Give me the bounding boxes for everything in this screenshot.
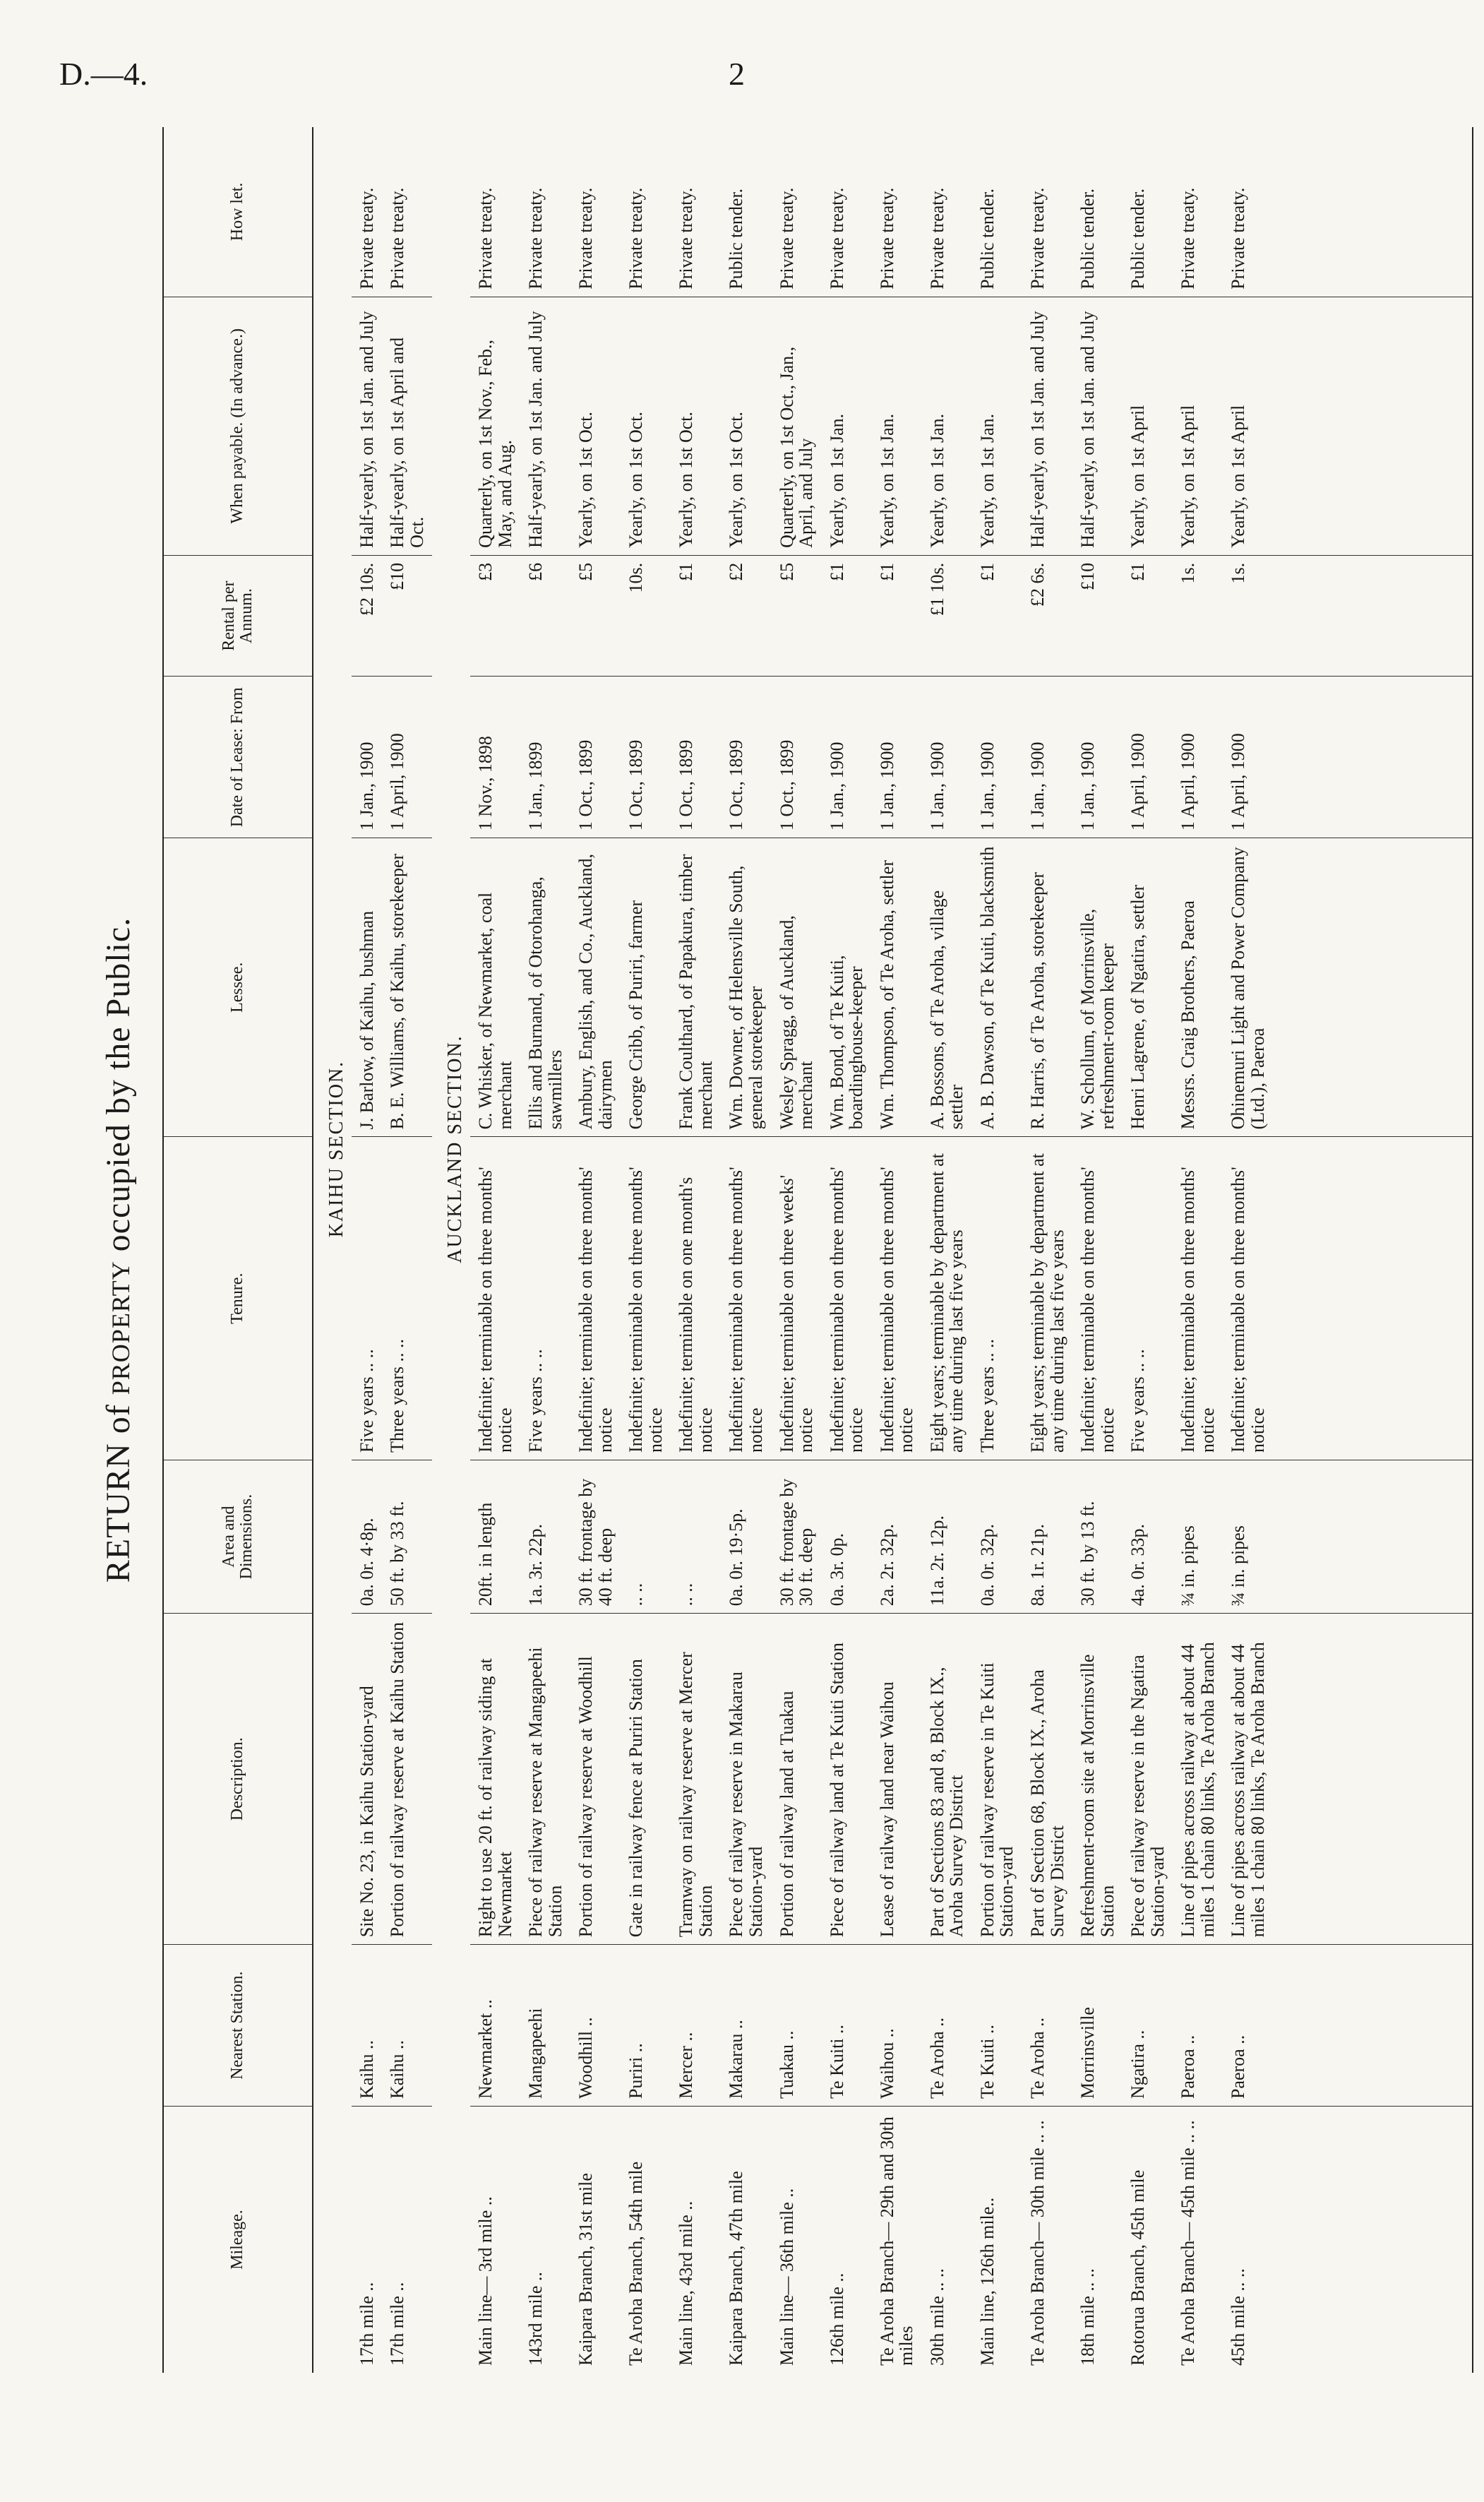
station-cell: Morrinsville (1072, 1945, 1123, 2107)
payable-cell: Yearly, on 1st April (1173, 297, 1223, 555)
date-cell: 1 Oct., 1899 (721, 677, 771, 838)
rental-cell: £2 10s. (352, 555, 383, 677)
table-row (621, 127, 671, 2373)
table-body (313, 127, 1473, 2373)
tenure-cell: Five years .. .. (1123, 1137, 1173, 1460)
lessee-cell: Ambury, English, and Co., Auckland, dairymen (570, 838, 621, 1137)
section-spacer-cell (432, 1460, 470, 1613)
mileage-cell: Main line, 43rd mile .. (676, 2200, 697, 2366)
payable-cell: Yearly, on 1st Oct. (671, 297, 721, 555)
rental-cell: £1 (671, 555, 721, 677)
rental-cell: £2 6s. (1022, 555, 1072, 677)
area-cell: .. .. (671, 1460, 721, 1613)
tenure-cell: Eight years; terminable by department at any time during last five years (922, 1137, 972, 1460)
section-spacer-cell (313, 2107, 352, 2373)
payable-cell: Yearly, on 1st Jan. (872, 297, 922, 555)
tenure-cell: Five years .. .. (520, 1137, 570, 1460)
table-row (671, 127, 721, 2373)
rental-cell: 1s. (1223, 555, 1473, 677)
property-return-table (162, 127, 1473, 2373)
lessee-cell: Ellis and Burnand, of Otorohanga, sawmillers (520, 838, 570, 1137)
tenure-cell: Eight years; terminable by department at any time during last five years (1022, 1137, 1072, 1460)
how-let-cell: Private treaty. (621, 127, 671, 297)
section-spacer-cell (432, 127, 470, 297)
rotated-return-table-page (71, 127, 1363, 2373)
payable-cell: Yearly, on 1st April (1223, 297, 1473, 555)
payable-cell: Yearly, on 1st Jan. (822, 297, 872, 555)
header-nearest-station: Nearest Station. (163, 1945, 313, 2107)
rental-cell: £1 (822, 555, 872, 677)
date-cell: 1 Oct., 1899 (671, 677, 721, 838)
section-spacer-cell (313, 1945, 352, 2107)
description-cell: Portion of railway land at Tuakau (772, 1614, 822, 1945)
mileage-cell: Kaipara Branch, 47th mile (726, 2171, 747, 2366)
section-spacer-cell (432, 1945, 470, 2107)
how-let-cell: Private treaty. (382, 127, 432, 297)
page-reference: D.—4. (59, 56, 148, 92)
table-header-row (163, 127, 313, 2373)
station-cell: Mangapeehi (520, 1945, 570, 2107)
section-spacer-cell (313, 1614, 352, 1945)
area-cell: 8a. 1r. 21p. (1022, 1460, 1072, 1613)
area-cell: .. .. (621, 1460, 671, 1613)
tenure-cell: Indefinite; terminable on three months' notice (470, 1137, 520, 1460)
area-cell: 30 ft. frontage by 40 ft. deep (570, 1460, 621, 1613)
rental-cell: £1 (872, 555, 922, 677)
table-row (570, 127, 621, 2373)
description-cell: Piece of railway reserve in Makarau Station-yard (721, 1614, 771, 1945)
lessee-cell: Wm. Downer, of Helensville South, general storekeeper (721, 838, 771, 1137)
header-description: Description. (163, 1614, 313, 1945)
mileage-cell: Te Aroha Branch— 45th mile .. .. (1178, 2120, 1199, 2366)
date-cell: 1 Nov., 1898 (470, 677, 520, 838)
rental-cell: £10 (382, 555, 432, 677)
mileage-cell: 18th mile .. .. (1077, 2268, 1099, 2366)
station-cell: Makarau .. (721, 1945, 771, 2107)
title-small-caps: PROPERTY (107, 1261, 135, 1395)
date-cell: 1 Jan., 1900 (922, 677, 972, 838)
date-cell: 1 Oct., 1899 (570, 677, 621, 838)
station-cell: Puriri .. (621, 1945, 671, 2107)
table-row (520, 127, 570, 2373)
payable-cell: Yearly, on 1st April (1123, 297, 1173, 555)
document-title (99, 127, 138, 2373)
how-let-cell: Public tender. (972, 127, 1022, 297)
section-title: AUCKLAND SECTION. (444, 1035, 467, 1263)
lessee-cell: Wm. Thompson, of Te Aroha, settler (872, 838, 922, 1137)
table-row (382, 127, 432, 2373)
page-number: 2 (729, 56, 745, 92)
date-cell: 1 Jan., 1900 (352, 677, 383, 838)
date-cell: 1 Jan., 1900 (1022, 677, 1072, 838)
header-tenure: Tenure. (163, 1137, 313, 1460)
date-cell: 1 Jan., 1900 (872, 677, 922, 838)
tenure-cell: Indefinite; terminable on three months' notice (822, 1137, 872, 1460)
mileage-cell: 17th mile .. (387, 2282, 408, 2366)
lessee-cell: Messrs. Craig Brothers, Paeroa (1173, 838, 1223, 1137)
rental-cell: £2 (721, 555, 771, 677)
section-spacer-cell (313, 677, 352, 838)
mileage-cell: Kaipara Branch, 31st mile (575, 2173, 597, 2366)
payable-cell: Quarterly, on 1st Nov., Feb., May, and Aug. (470, 297, 520, 555)
description-cell: Gate in railway fence at Puriri Station (621, 1614, 671, 1945)
table-row (1223, 127, 1473, 2373)
header-lessee: Lessee. (163, 838, 313, 1137)
payable-cell: Yearly, on 1st Jan. (922, 297, 972, 555)
area-cell: 30 ft. by 13 ft. (1072, 1460, 1123, 1613)
station-cell: Paeroa .. (1223, 1945, 1473, 2107)
date-cell: 1 April, 1900 (1223, 677, 1473, 838)
area-cell: 20ft. in length (470, 1460, 520, 1613)
date-cell: 1 Jan., 1900 (822, 677, 872, 838)
table-row (721, 127, 771, 2373)
station-cell: Te Kuiti .. (822, 1945, 872, 2107)
mileage-cell: Te Aroha Branch, 54th mile (626, 2161, 647, 2366)
tenure-cell: Indefinite; terminable on one month's notice (671, 1137, 721, 1460)
date-cell: 1 April, 1900 (1173, 677, 1223, 838)
section-heading-row (432, 127, 470, 2373)
how-let-cell: Private treaty. (922, 127, 972, 297)
mileage-cell: 143rd mile .. (525, 2272, 546, 2366)
mileage-cell: Te Aroha Branch— 29th and 30th miles (876, 2116, 917, 2366)
how-let-cell: Public tender. (721, 127, 771, 297)
tenure-cell: Indefinite; terminable on three months' notice (872, 1137, 922, 1460)
how-let-cell: Private treaty. (772, 127, 822, 297)
table-row (972, 127, 1022, 2373)
tenure-cell: Indefinite; terminable on three months' notice (721, 1137, 771, 1460)
mileage-cell: Main line— 36th mile .. (776, 2188, 797, 2366)
area-cell: 0a. 0r. 19·5p. (721, 1460, 771, 1613)
area-cell: 2a. 2r. 32p. (872, 1460, 922, 1613)
area-cell: 0a. 3r. 0p. (822, 1460, 872, 1613)
section-spacer-cell (432, 297, 470, 555)
station-cell: Te Aroha .. (1022, 1945, 1072, 2107)
description-cell: Right to use 20 ft. of railway siding at Newmarket (470, 1614, 520, 1945)
lessee-cell: A. Bossons, of Te Aroha, village settler (922, 838, 972, 1137)
mileage-cell: 30th mile .. .. (926, 2268, 947, 2366)
area-cell: 30 ft. frontage by 30 ft. deep (772, 1460, 822, 1613)
section-title: KAIHU SECTION. (325, 1060, 347, 1238)
table-row (822, 127, 872, 2373)
section-spacer-cell (313, 1460, 352, 1613)
section-heading-row (313, 127, 352, 2373)
how-let-cell: Private treaty. (470, 127, 520, 297)
table-row (872, 127, 922, 2373)
mileage-cell: Main line, 126th mile.. (976, 2197, 998, 2366)
payable-cell: Half-yearly, on 1st Jan. and July (352, 297, 383, 555)
tenure-cell: Three years .. .. (382, 1137, 432, 1460)
payable-cell: Yearly, on 1st Oct. (570, 297, 621, 555)
description-cell: Piece of railway reserve at Mangapeehi Station (520, 1614, 570, 1945)
station-cell: Woodhill .. (570, 1945, 621, 2107)
how-let-cell: Private treaty. (822, 127, 872, 297)
how-let-cell: Private treaty. (520, 127, 570, 297)
station-cell: Mercer .. (671, 1945, 721, 2107)
station-cell: Ngatira .. (1123, 1945, 1173, 2107)
tenure-cell: Indefinite; terminable on three months' notice (570, 1137, 621, 1460)
tenure-cell: Indefinite; terminable on three months' notice (1072, 1137, 1123, 1460)
rental-cell: £1 10s. (922, 555, 972, 677)
station-cell: Te Kuiti .. (972, 1945, 1022, 2107)
mileage-cell: Main line— 3rd mile .. (474, 2196, 496, 2366)
how-let-cell: Private treaty. (352, 127, 383, 297)
lessee-cell: B. E. Williams, of Kaihu, storekeeper (382, 838, 432, 1137)
lessee-cell: Wm. Bond, of Te Kuiti, boardinghouse-keeper (822, 838, 872, 1137)
lessee-cell: J. Barlow, of Kaihu, bushman (352, 838, 383, 1137)
rental-cell: £1 (972, 555, 1022, 677)
description-cell: Portion of railway reserve at Woodhill (570, 1614, 621, 1945)
mileage-cell: 126th mile .. (826, 2272, 847, 2366)
section-spacer-cell (432, 677, 470, 838)
lessee-cell: C. Whisker, of Newmarket, coal merchant (470, 838, 520, 1137)
lessee-cell: Frank Coulthard, of Papakura, timber merchant (671, 838, 721, 1137)
area-cell: 0a. 0r. 4·8p. (352, 1460, 383, 1613)
area-cell: ¾ in. pipes (1173, 1460, 1223, 1613)
lessee-cell: A. B. Dawson, of Te Kuiti, blacksmith (972, 838, 1022, 1137)
area-cell: 11a. 2r. 12p. (922, 1460, 972, 1613)
date-cell: 1 April, 1900 (382, 677, 432, 838)
description-cell: Part of Sections 83 and 8, Block IX., Aroha Survey District (922, 1614, 972, 1945)
how-let-cell: Private treaty. (671, 127, 721, 297)
description-cell: Tramway on railway reserve at Mercer Station (671, 1614, 721, 1945)
lessee-cell: George Cribb, of Puriri, farmer (621, 838, 671, 1137)
payable-cell: Half-yearly, on 1st April and Oct. (382, 297, 432, 555)
station-cell: Paeroa .. (1173, 1945, 1223, 2107)
rental-cell: £10 (1072, 555, 1123, 677)
tenure-cell: Indefinite; terminable on three weeks' notice (772, 1137, 822, 1460)
description-cell: Site No. 23, in Kaihu Station-yard (352, 1614, 383, 1945)
table-row (352, 127, 383, 2373)
station-cell: Kaihu .. (352, 1945, 383, 2107)
header-mileage: Mileage. (163, 2107, 313, 2373)
table-row (470, 127, 520, 2373)
section-spacer-cell (432, 2107, 470, 2373)
tenure-cell: Indefinite; terminable on three months' notice (1173, 1137, 1223, 1460)
tenure-cell: Three years .. .. (972, 1137, 1022, 1460)
date-cell: 1 Oct., 1899 (621, 677, 671, 838)
table-row (922, 127, 972, 2373)
payable-cell: Half-yearly, on 1st Jan. and July (1022, 297, 1072, 555)
how-let-cell: Private treaty. (872, 127, 922, 297)
description-cell: Piece of railway reserve in the Ngatira Station-yard (1123, 1614, 1173, 1945)
title-main: RETURN of (100, 1395, 137, 1583)
header-area: Area and Dimensions. (163, 1460, 313, 1613)
header-when-payable: When payable. (In advance.) (163, 297, 313, 555)
header-rental: Rental per Annum. (163, 555, 313, 677)
station-cell: Waihou .. (872, 1945, 922, 2107)
mileage-cell: 45th mile .. .. (1223, 2107, 1473, 2373)
area-cell: ¾ in. pipes (1223, 1460, 1473, 1613)
how-let-cell: Private treaty. (570, 127, 621, 297)
description-cell: Line of pipes across railway at about 44 miles 1 chain 80 links, Te Aroha Branch (1223, 1614, 1473, 1945)
station-cell: Newmarket .. (470, 1945, 520, 2107)
date-cell: 1 April, 1900 (1123, 677, 1173, 838)
header-date-of-lease: Date of Lease: From (163, 677, 313, 838)
lessee-cell: R. Harris, of Te Aroha, storekeeper (1022, 838, 1072, 1137)
how-let-cell: Private treaty. (1173, 127, 1223, 297)
table-row (1072, 127, 1123, 2373)
tenure-cell: Five years .. .. (352, 1137, 383, 1460)
lessee-cell: Ohinemuri Light and Power Company (Ltd.), Paeroa (1223, 838, 1473, 1137)
section-spacer-cell (432, 555, 470, 677)
rental-cell: £5 (570, 555, 621, 677)
description-cell: Refreshment-room site at Morrinsville Station (1072, 1614, 1123, 1945)
payable-cell: Yearly, on 1st Oct. (721, 297, 771, 555)
section-spacer-cell (313, 127, 352, 297)
lessee-cell: W. Schollum, of Morrinsville, refreshment-room keeper (1072, 838, 1123, 1137)
rental-cell: £3 (470, 555, 520, 677)
station-cell: Tuakau .. (772, 1945, 822, 2107)
payable-cell: Yearly, on 1st Jan. (972, 297, 1022, 555)
table-row (1022, 127, 1072, 2373)
description-cell: Portion of railway reserve in Te Kuiti Station-yard (972, 1614, 1022, 1945)
tenure-cell: Indefinite; terminable on three months' notice (621, 1137, 671, 1460)
title-rest: occupied by the Public. (100, 917, 137, 1261)
how-let-cell: Private treaty. (1223, 127, 1473, 297)
station-cell: Kaihu .. (382, 1945, 432, 2107)
how-let-cell: Public tender. (1072, 127, 1123, 297)
area-cell: 0a. 0r. 32p. (972, 1460, 1022, 1613)
lessee-cell: Wesley Spragg, of Auckland, merchant (772, 838, 822, 1137)
area-cell: 50 ft. by 33 ft. (382, 1460, 432, 1613)
description-cell: Piece of railway land at Te Kuiti Station (822, 1614, 872, 1945)
description-cell: Lease of railway land near Waihou (872, 1614, 922, 1945)
station-cell: Te Aroha .. (922, 1945, 972, 2107)
table-row (772, 127, 822, 2373)
rental-cell: £6 (520, 555, 570, 677)
description-cell: Portion of railway reserve at Kaihu Station (382, 1614, 432, 1945)
area-cell: 1a. 3r. 22p. (520, 1460, 570, 1613)
description-cell: Part of Section 68, Block IX., Aroha Survey District (1022, 1614, 1072, 1945)
date-cell: 1 Jan., 1900 (972, 677, 1022, 838)
how-let-cell: Private treaty. (1022, 127, 1072, 297)
tenure-cell: Indefinite; terminable on three months' notice (1223, 1137, 1473, 1460)
date-cell: 1 Oct., 1899 (772, 677, 822, 838)
date-cell: 1 Jan., 1899 (520, 677, 570, 838)
mileage-cell: Rotorua Branch, 45th mile (1127, 2169, 1149, 2366)
description-cell: Line of pipes across railway at about 44 miles 1 chain 80 links, Te Aroha Branch (1173, 1614, 1223, 1945)
payable-cell: Half-yearly, on 1st Jan. and July (1072, 297, 1123, 555)
mileage-cell: 17th mile .. (356, 2282, 377, 2366)
rental-cell: £1 (1123, 555, 1173, 677)
payable-cell: Quarterly, on 1st Oct., Jan., April, and July (772, 297, 822, 555)
section-spacer-cell (432, 1614, 470, 1945)
table-row (1173, 127, 1223, 2373)
payable-cell: Half-yearly, on 1st Jan. and July (520, 297, 570, 555)
rental-cell: 1s. (1173, 555, 1223, 677)
section-spacer-cell (313, 555, 352, 677)
header-how-let: How let. (163, 127, 313, 297)
section-spacer-cell (313, 297, 352, 555)
how-let-cell: Public tender. (1123, 127, 1173, 297)
area-cell: 4a. 0r. 33p. (1123, 1460, 1173, 1613)
rental-cell: 10s. (621, 555, 671, 677)
payable-cell: Yearly, on 1st Oct. (621, 297, 671, 555)
table-row (1123, 127, 1173, 2373)
date-cell: 1 Jan., 1900 (1072, 677, 1123, 838)
mileage-cell: Te Aroha Branch— 30th mile .. .. (1027, 2120, 1048, 2366)
rental-cell: £5 (772, 555, 822, 677)
lessee-cell: Henri Lagrene, of Ngatira, settler (1123, 838, 1173, 1137)
